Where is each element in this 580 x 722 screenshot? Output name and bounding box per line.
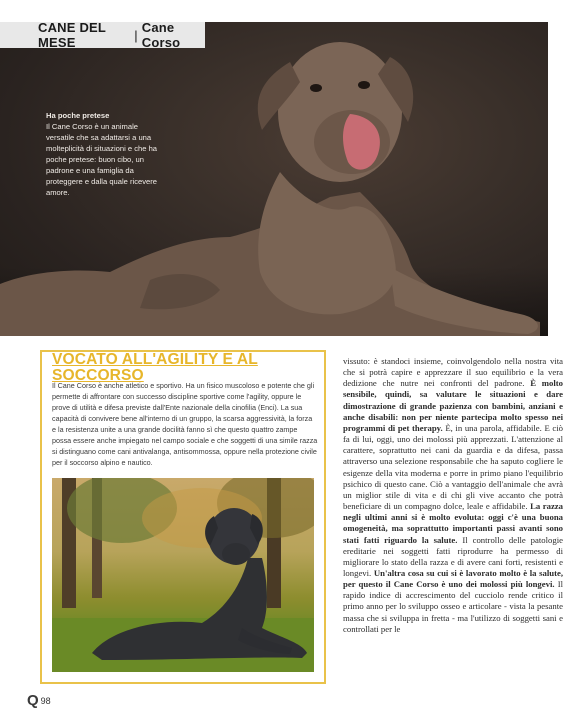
header-section: CANE DEL MESE — [38, 20, 106, 50]
sidenote — [46, 110, 166, 198]
article-body — [343, 356, 563, 635]
article-p3-bold: Un'altra cosa su cui si è lavorato molto è la salute, per questo il Cane Corso è uno dei molossi più longevi. — [343, 567, 563, 590]
article-p2-bold: La razza negli ultimi anni si è molto evoluta: oggi c'è una buona omogeneità, ma soprattutto importanti passi avanti sono stati fatti riguardo la salute. — [343, 501, 563, 545]
article-p1-end: È, in una parola, affidabile. E ciò fa di lui, oggi, uno dei molossi più apprezzati. L'attenzione al carattere, soprattutto nei cani da guardia e da difesa, passa attraverso una selezione responsabile che ha saputo cogliere le esigenze della vita moderna e porre in primo piano l'equilibrio psichico di questo cane. Ciò a vantaggio dell'animale che avrà un miglior stile di vita e di chi gli vive accanto che potrà beneficiare di un compagno dolce, leale e affidabile. — [343, 422, 564, 512]
sidenote-title: Ha poche pretese — [46, 111, 110, 120]
header-breed: Cane Corso — [141, 20, 181, 50]
sidenote-body: Il Cane Corso è un animale versatile che sa adattarsi a una molteplicità di situazioni e che ha poche pretese: buon cibo, un padrone e una famiglia da proteggere e dalla quale ricevere amore. — [46, 122, 158, 197]
section-intro: Il Cane Corso è anche atletico e sportivo. Ha un fisico muscoloso e potente che gli permette di affrontare con successo discipline sportive come l'agility, oppure le prove di utilità e difesa previste dall'Ente nazionale della cinofilia (Enci). La sua capacità di convivere bene all'interno di un gruppo, la scarsa aggressività, la forza e la resistenza unite a una grande docilità fanno sì che questo quattro zampe possa essere anche impiegato nel campo sociale e che soggetti di una simile razza si distinguano come cani antivalanga, antisommossa, oppure nella protezione civile per il soccorso alpino e nautico. — [52, 381, 318, 467]
dog-illustration — [52, 478, 314, 672]
magazine-logo: Q — [27, 692, 39, 709]
header-separator: | — [134, 27, 138, 43]
hero-photo — [0, 22, 548, 336]
article-p1: vissuto: è standoci insieme, coinvolgendolo nella nostra vita che si potrà capire e apprezzare il suo equilibrio e la vera dedizione che nutre nei confronti del padrone. — [343, 356, 563, 389]
dog-photo — [52, 478, 314, 672]
article-p2-mid: Il controllo delle patologie ereditarie nei soggetti fatti riprodurre ha permesso di migliorare lo stato della razza e di avere cani forti, resistenti e longevi. — [343, 534, 563, 578]
section-title: VOCATO ALL'AGILITY E AL SOCCORSO — [52, 351, 258, 384]
page-number — [27, 692, 51, 709]
page-number-value: 98 — [40, 695, 51, 706]
article-p3-end: Il rapido indice di accrescimento del cucciolo rende critico il primo anno per lo sviluppo osseo e articolare - vista la pesante massa che si sviluppa in fretta - ma l'utilizzo di soggetti sani e controllati per le — [343, 579, 563, 634]
section-header — [0, 22, 205, 48]
article-p1-bold: È molto sensibile, quindi, sa valutare le situazioni e dare dimostrazione di grande pazienza con bambini, anziani e anche disabili: non per niente partecipa molto spesso nei programmi di pet therapy. — [343, 378, 564, 433]
